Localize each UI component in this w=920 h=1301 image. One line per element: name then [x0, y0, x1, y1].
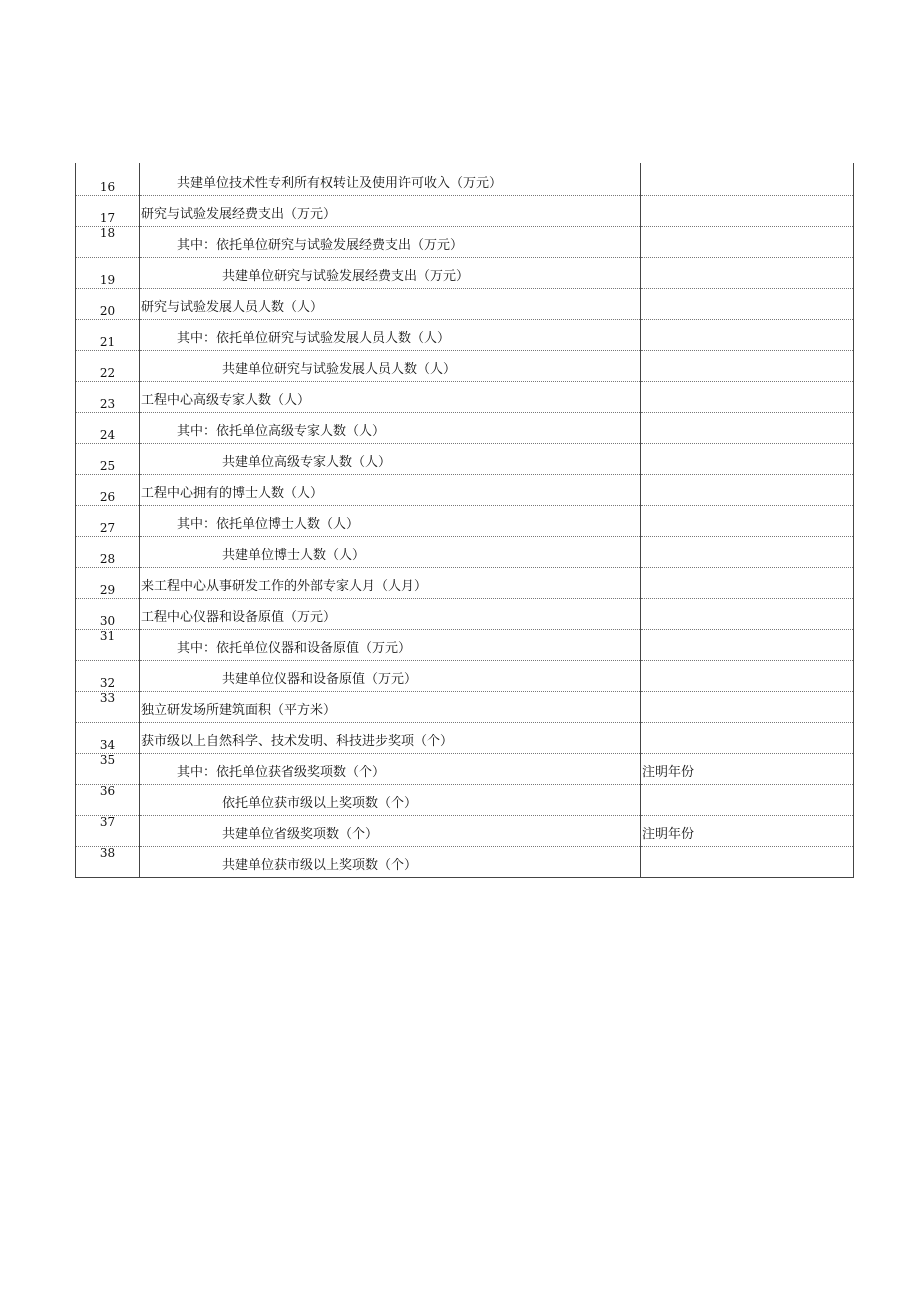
- row-number: 32: [76, 661, 140, 692]
- table-row: [76, 351, 854, 382]
- row-number: 27: [76, 506, 140, 537]
- row-number: 18: [76, 227, 140, 258]
- row-number: 37: [76, 816, 140, 847]
- row-number: 16: [76, 163, 140, 196]
- row-number: 24: [76, 413, 140, 444]
- table-row: [76, 568, 854, 599]
- row-item: 共建单位高级专家人数（人）: [140, 444, 641, 475]
- table-row: [76, 227, 854, 258]
- row-number: 21: [76, 320, 140, 351]
- row-number: 36: [76, 785, 140, 816]
- row-item: 其中：依托单位获省级奖项数（个）: [140, 754, 641, 785]
- table-row: [76, 816, 854, 847]
- row-note: [641, 847, 854, 878]
- row-note: [641, 599, 854, 630]
- table-row: [76, 196, 854, 227]
- table-row: [76, 847, 854, 878]
- row-note: [641, 227, 854, 258]
- table-row: [76, 413, 854, 444]
- statistics-table: [75, 163, 854, 878]
- row-number: 33: [76, 692, 140, 723]
- row-note: [641, 320, 854, 351]
- table-row: [76, 723, 854, 754]
- row-note: [641, 506, 854, 537]
- row-item: 获市级以上自然科学、技术发明、科技进步奖项（个）: [140, 723, 641, 754]
- row-note: [641, 692, 854, 723]
- row-item: 独立研发场所建筑面积（平方米）: [140, 692, 641, 723]
- row-item: 其中：依托单位研究与试验发展人员人数（人）: [140, 320, 641, 351]
- row-note: [641, 444, 854, 475]
- row-number: 30: [76, 599, 140, 630]
- row-note: [641, 568, 854, 599]
- row-note: [641, 661, 854, 692]
- row-number: 31: [76, 630, 140, 661]
- table-row: [76, 475, 854, 506]
- row-item: 共建单位研究与试验发展经费支出（万元）: [140, 258, 641, 289]
- row-number: 20: [76, 289, 140, 320]
- row-note: 注明年份: [641, 816, 854, 847]
- row-item: 共建单位省级奖项数（个）: [140, 816, 641, 847]
- row-item: 研究与试验发展经费支出（万元）: [140, 196, 641, 227]
- table-row: [76, 630, 854, 661]
- row-note: [641, 723, 854, 754]
- row-note: [641, 630, 854, 661]
- row-note: [641, 351, 854, 382]
- row-note: [641, 785, 854, 816]
- row-number: 17: [76, 196, 140, 227]
- row-number: 28: [76, 537, 140, 568]
- table-row: [76, 382, 854, 413]
- statistics-table-sheet: [75, 163, 853, 878]
- row-item: 依托单位获市级以上奖项数（个）: [140, 785, 641, 816]
- row-item: 工程中心拥有的博士人数（人）: [140, 475, 641, 506]
- row-item: 工程中心高级专家人数（人）: [140, 382, 641, 413]
- row-number: 19: [76, 258, 140, 289]
- row-note: [641, 475, 854, 506]
- row-number: 23: [76, 382, 140, 413]
- table-row: [76, 289, 854, 320]
- row-number: 35: [76, 754, 140, 785]
- row-item: 共建单位研究与试验发展人员人数（人）: [140, 351, 641, 382]
- row-number: 34: [76, 723, 140, 754]
- row-number: 38: [76, 847, 140, 878]
- table-row: [76, 661, 854, 692]
- row-note: [641, 289, 854, 320]
- row-item: 其中：依托单位高级专家人数（人）: [140, 413, 641, 444]
- row-number: 22: [76, 351, 140, 382]
- table-row: [76, 506, 854, 537]
- table-row: [76, 754, 854, 785]
- row-item: 共建单位获市级以上奖项数（个）: [140, 847, 641, 878]
- table-row: [76, 444, 854, 475]
- row-item: 研究与试验发展人员人数（人）: [140, 289, 641, 320]
- row-number: 26: [76, 475, 140, 506]
- table-row: [76, 599, 854, 630]
- row-item: 共建单位博士人数（人）: [140, 537, 641, 568]
- row-item: 共建单位技术性专利所有权转让及使用许可收入（万元）: [140, 163, 641, 196]
- table-row: [76, 692, 854, 723]
- row-note: [641, 196, 854, 227]
- row-note: [641, 413, 854, 444]
- row-note: [641, 258, 854, 289]
- row-item: 工程中心仪器和设备原值（万元）: [140, 599, 641, 630]
- table-row: [76, 163, 854, 196]
- row-note: [641, 163, 854, 196]
- row-number: 29: [76, 568, 140, 599]
- row-item: 共建单位仪器和设备原值（万元）: [140, 661, 641, 692]
- row-note: 注明年份: [641, 754, 854, 785]
- row-item: 来工程中心从事研发工作的外部专家人月（人月）: [140, 568, 641, 599]
- table-row: [76, 258, 854, 289]
- row-item: 其中：依托单位博士人数（人）: [140, 506, 641, 537]
- row-note: [641, 382, 854, 413]
- row-item: 其中：依托单位仪器和设备原值（万元）: [140, 630, 641, 661]
- row-number: 25: [76, 444, 140, 475]
- row-item: 其中：依托单位研究与试验发展经费支出（万元）: [140, 227, 641, 258]
- table-row: [76, 320, 854, 351]
- table-row: [76, 785, 854, 816]
- row-note: [641, 537, 854, 568]
- table-row: [76, 537, 854, 568]
